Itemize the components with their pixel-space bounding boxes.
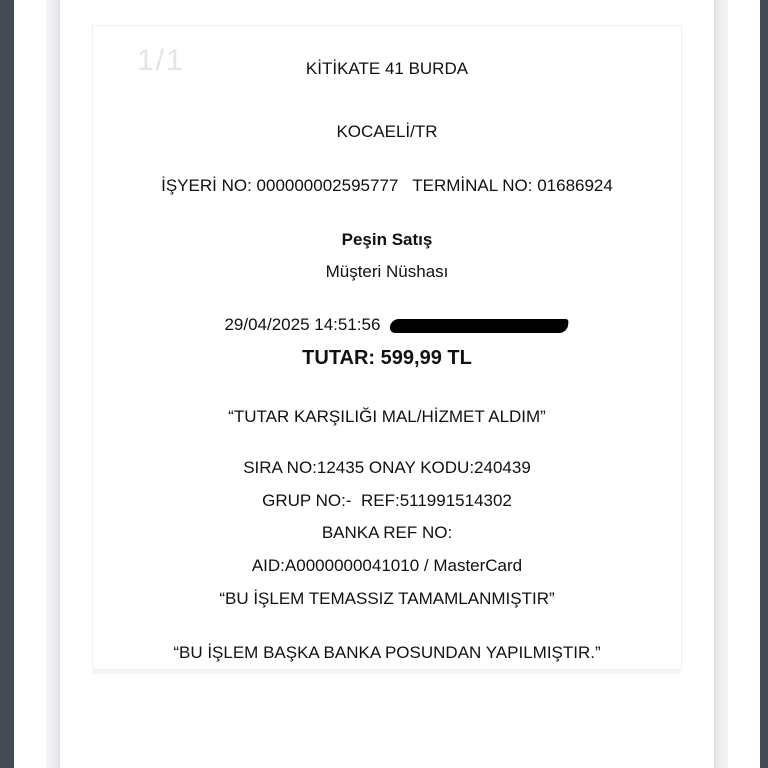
page-indicator: 1/1	[137, 44, 185, 77]
redacted-card-number	[390, 319, 569, 333]
merchant-location: KOCAELİ/TR	[336, 122, 438, 141]
merchant-name: KİTİKATE 41 BURDA	[305, 59, 469, 78]
transaction-amount: TUTAR: 599,99 TL	[302, 347, 472, 369]
copy-type: Müşteri Nüshası	[325, 262, 449, 281]
group-reference: GRUP NO:- REF:511991514302	[262, 491, 512, 510]
bank-reference: BANKA REF NO:	[321, 523, 453, 542]
other-bank-pos-note: “BU İŞLEM BAŞKA BANKA POSUNDAN YAPILMIŞTIR.”	[173, 643, 601, 662]
merchant-terminal-numbers: İŞYERİ NO: 000000002595777 TERMİNAL NO: 01686924	[161, 176, 613, 195]
transaction-datetime: 29/04/2025 14:51:56	[224, 315, 381, 334]
viewer-gutter-left	[14, 0, 46, 768]
page-shadow-left	[46, 0, 60, 768]
pos-receipt	[92, 25, 682, 670]
transaction-type: Peşin Satış	[341, 230, 433, 249]
viewer-frame-right	[760, 0, 768, 768]
page-shadow-right	[714, 0, 728, 768]
contactless-note: “BU İŞLEM TEMASSIZ TAMAMLANMIŞTIR”	[219, 589, 555, 608]
sequence-approval-code: SIRA NO:12435 ONAY KODU:240439	[243, 458, 531, 477]
datetime-row	[93, 295, 681, 355]
viewer-frame-left	[0, 0, 14, 768]
viewer-gutter-right	[728, 0, 760, 768]
aid-card-brand: AID:A0000000041010 / MasterCard	[251, 556, 523, 575]
acknowledgement-text: “TUTAR KARŞILIĞI MAL/HİZMET ALDIM”	[228, 407, 546, 426]
